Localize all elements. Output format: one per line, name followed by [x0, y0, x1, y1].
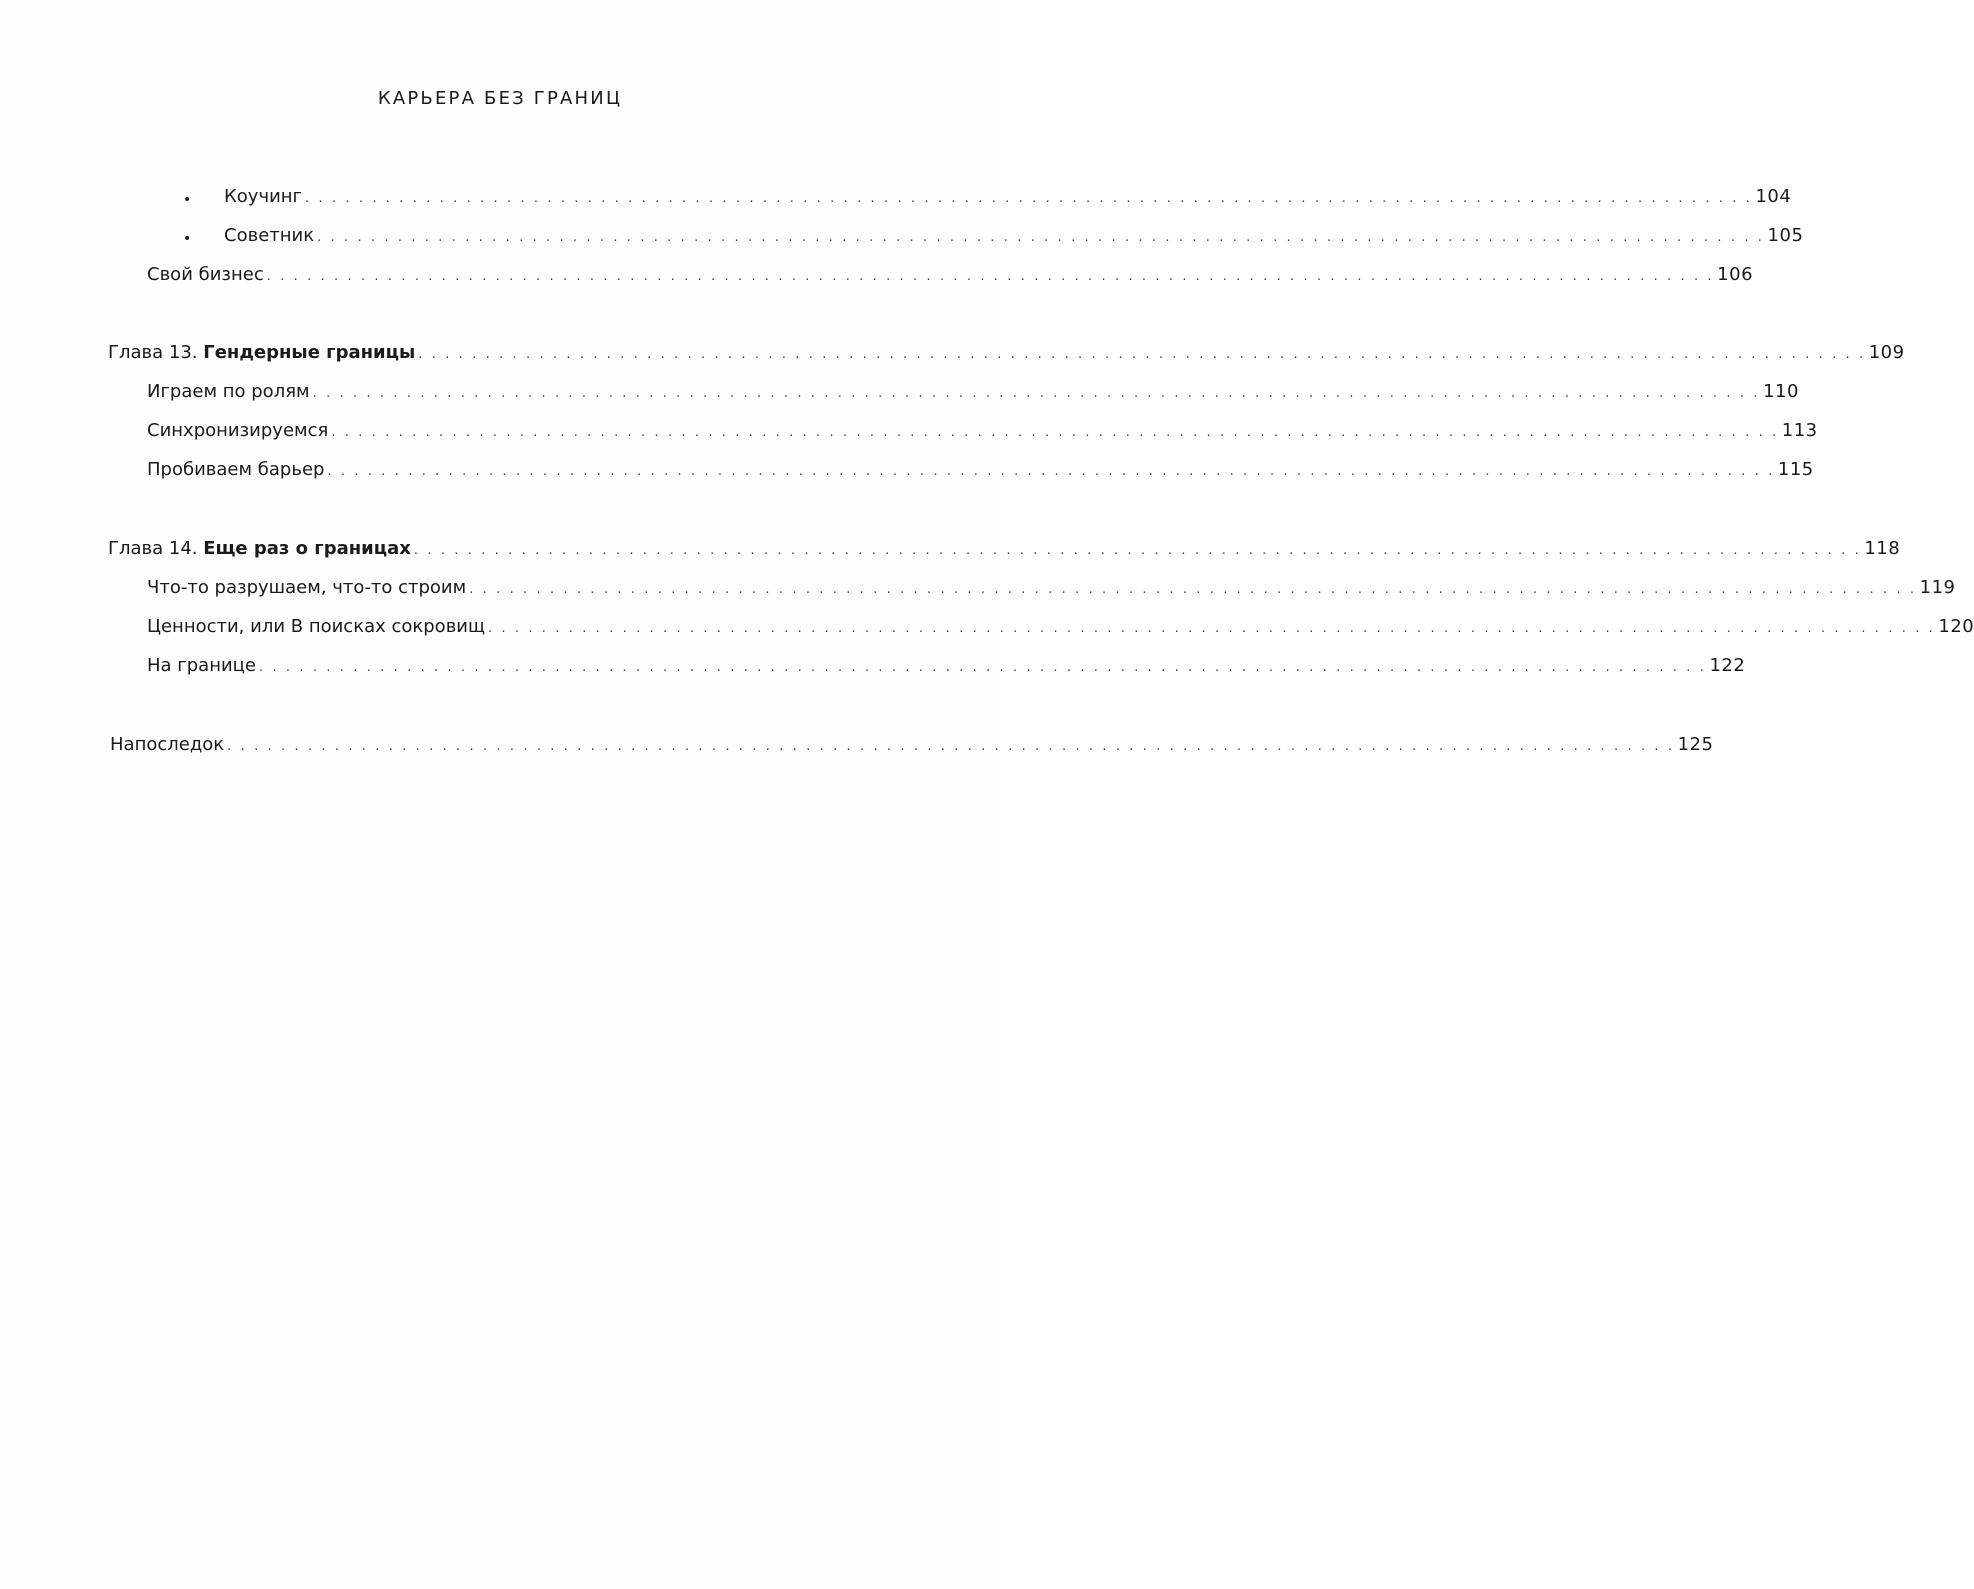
toc-entry-page: 118 — [1864, 538, 1901, 559]
toc-entry-title: Коучинг — [224, 186, 303, 207]
dot-leader: . . . . . . . . . . . . . . . . . . . . . . . . . . . . . . . . . . . . . . . . . . . . . . . . . . . . . . . . . . . . . . . . . . . . . . . . . . . . . . . . . . . . . . . . . . . . . . . . . . . . . . . . . . . . — [305, 191, 1753, 206]
toc-entry-page: 106 — [1717, 264, 1754, 285]
running-head: КАРЬЕРА БЕЗ ГРАНИЦ — [377, 88, 623, 109]
dot-leader: . . . . . . . . . . . . . . . . . . . . . . . . . . . . . . . . . . . . . . . . . . . . . . . . . . . . . . . . . . . . . . . . . . . . . . . . . . . . . . . . . . . . . . . . . . . . . . . . . . . . . . . . . . . . — [469, 582, 1917, 597]
toc-entry-page: 104 — [1755, 186, 1792, 207]
chapter-title: Еще раз о границах — [203, 538, 411, 559]
toc-entry-title: На границе — [147, 655, 256, 676]
dot-leader: . . . . . . . . . . . . . . . . . . . . . . . . . . . . . . . . . . . . . . . . . . . . . . . . . . . . . . . . . . . . . . . . . . . . . . . . . . . . . . . . . . . . . . . . . . . . . . . . . . . . . . . . . . . . — [413, 543, 1862, 558]
dot-leader: . . . . . . . . . . . . . . . . . . . . . . . . . . . . . . . . . . . . . . . . . . . . . . . . . . . . . . . . . . . . . . . . . . . . . . . . . . . . . . . . . . . . . . . . . . . . . . . . . . . . . . . . . . . . — [418, 347, 1866, 362]
dot-leader: . . . . . . . . . . . . . . . . . . . . . . . . . . . . . . . . . . . . . . . . . . . . . . . . . . . . . . . . . . . . . . . . . . . . . . . . . . . . . . . . . . . . . . . . . . . . . . . . . . . . . . . . . . . . — [227, 739, 1675, 754]
toc-entry-title: Свой бизнес — [147, 264, 264, 285]
toc-entry[interactable] — [147, 654, 1746, 680]
toc-chapter-label — [108, 537, 411, 561]
toc-chapter-entry[interactable] — [108, 537, 1901, 563]
toc-entry-page: 120 — [1938, 616, 1974, 637]
toc-entry-page: 119 — [1919, 577, 1956, 598]
toc-entry-page: 110 — [1763, 381, 1799, 402]
toc-entry[interactable] — [147, 615, 1974, 641]
chapter-prefix: Глава 14. — [108, 538, 204, 559]
toc-entry-page: 125 — [1677, 734, 1714, 755]
dot-leader: . . . . . . . . . . . . . . . . . . . . . . . . . . . . . . . . . . . . . . . . . . . . . . . . . . . . . . . . . . . . . . . . . . . . . . . . . . . . . . . . . . . . . . . . . . . . . . . . . . . . . . . . . . . . — [317, 230, 1765, 245]
toc-entry-title: Синхронизируемся — [147, 420, 329, 441]
dot-leader: . . . . . . . . . . . . . . . . . . . . . . . . . . . . . . . . . . . . . . . . . . . . . . . . . . . . . . . . . . . . . . . . . . . . . . . . . . . . . . . . . . . . . . . . . . . . . . . . . . . . . . . . . . . . — [266, 269, 1715, 284]
dot-leader: . . . . . . . . . . . . . . . . . . . . . . . . . . . . . . . . . . . . . . . . . . . . . . . . . . . . . . . . . . . . . . . . . . . . . . . . . . . . . . . . . . . . . . . . . . . . . . . . . . . . . . . . . . . . — [331, 425, 1779, 440]
chapter-title: Гендерные границы — [203, 342, 416, 363]
toc-entry[interactable] — [147, 380, 1799, 406]
bullet-icon: • — [183, 231, 192, 247]
dot-leader: . . . . . . . . . . . . . . . . . . . . . . . . . . . . . . . . . . . . . . . . . . . . . . . . . . . . . . . . . . . . . . . . . . . . . . . . . . . . . . . . . . . . . . . . . . . . . . . . . . . . . . . . . . . . — [327, 464, 1775, 479]
toc-entry[interactable] — [147, 263, 1754, 289]
toc-entry[interactable] — [147, 419, 1818, 445]
toc-entry-title: Ценности, или В поисках сокровищ — [147, 616, 485, 637]
toc-entry-page: 115 — [1777, 459, 1814, 480]
dot-leader: . . . . . . . . . . . . . . . . . . . . . . . . . . . . . . . . . . . . . . . . . . . . . . . . . . . . . . . . . . . . . . . . . . . . . . . . . . . . . . . . . . . . . . . . . . . . . . . . . . . . . . . . . . . . — [259, 660, 1707, 675]
toc-entry-page: 113 — [1781, 420, 1818, 441]
bullet-icon: • — [183, 192, 192, 208]
chapter-prefix: Глава 13. — [108, 342, 204, 363]
toc-entry-title: Пробиваем барьер — [147, 459, 325, 480]
toc-entry[interactable] — [224, 224, 1804, 250]
toc-entry-page: 109 — [1868, 342, 1905, 363]
toc-entry[interactable] — [110, 733, 1714, 759]
dot-leader: . . . . . . . . . . . . . . . . . . . . . . . . . . . . . . . . . . . . . . . . . . . . . . . . . . . . . . . . . . . . . . . . . . . . . . . . . . . . . . . . . . . . . . . . . . . . . . . . . . . . . . . . . . . . — [312, 386, 1761, 401]
toc-entry[interactable] — [224, 185, 1792, 211]
toc-chapter-entry[interactable] — [108, 341, 1905, 367]
toc-entry-title: Что-то разрушаем, что-то строим — [147, 577, 467, 598]
toc-entry-title: Советник — [224, 225, 315, 246]
toc-chapter-label — [108, 341, 415, 365]
toc-entry[interactable] — [147, 576, 1956, 602]
toc-entry[interactable] — [147, 458, 1814, 484]
toc-entry-page: 122 — [1709, 655, 1746, 676]
toc-entry-title: Напоследок — [110, 734, 225, 755]
toc-entry-page: 105 — [1767, 225, 1804, 246]
dot-leader: . . . . . . . . . . . . . . . . . . . . . . . . . . . . . . . . . . . . . . . . . . . . . . . . . . . . . . . . . . . . . . . . . . . . . . . . . . . . . . . . . . . . . . . . . . . . . . . . . . . . . . . . . . . . — [487, 621, 1936, 636]
toc-entry-title: Играем по ролям — [147, 381, 310, 402]
